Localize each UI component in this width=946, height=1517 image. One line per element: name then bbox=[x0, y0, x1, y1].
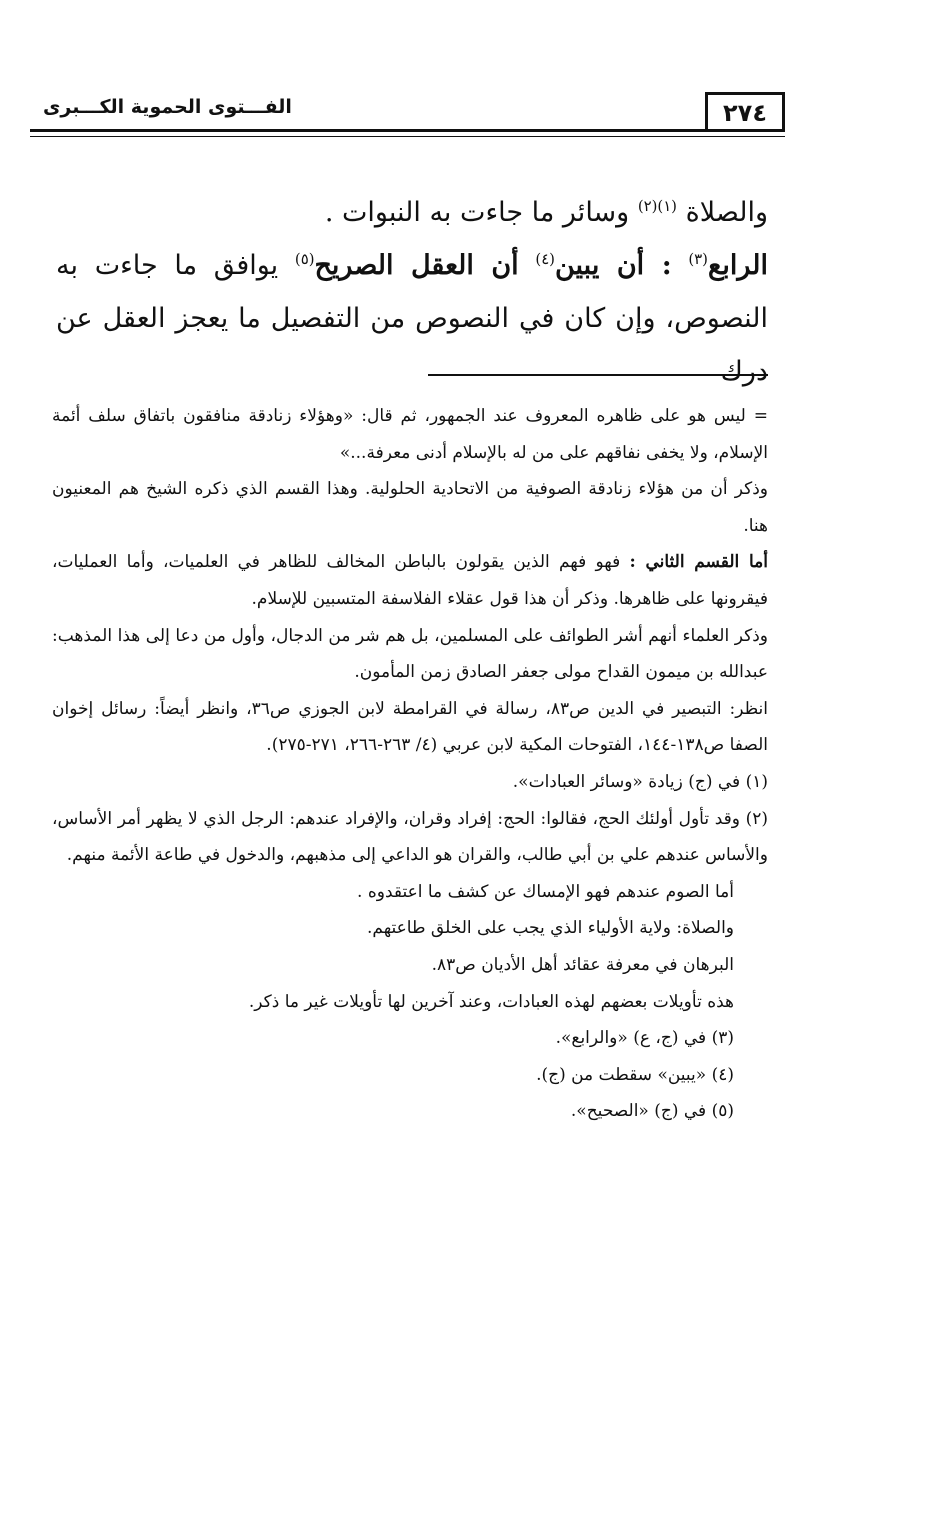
page-number: ٢٧٤ bbox=[705, 92, 785, 130]
main-line2-c: يوافق ما جاءت به النصوص، وإن كان في النصوص من التفصيل ما يعجز العقل عن درك bbox=[56, 250, 768, 387]
running-header bbox=[30, 92, 785, 132]
footnote-ref-4: (٤) bbox=[535, 250, 555, 268]
note-second-section-label: أما القسم الثاني : bbox=[629, 552, 769, 573]
main-line2-b: أن العقل الصريح bbox=[314, 250, 519, 281]
note-continuation-2: وذكر أن من هؤلاء زنادقة الصوفية من الاتحادية الحلولية. وهذا القسم الذي ذكره الشيخ هم المعنيون هنا. bbox=[52, 479, 768, 536]
main-paragraph-1 bbox=[56, 186, 768, 239]
footnote-ref-5: (٥) bbox=[294, 250, 315, 268]
main-line1-a: والصلاة bbox=[685, 197, 768, 228]
header-rule-thick bbox=[30, 129, 785, 132]
main-line1-b: وسائر ما جاءت به النبوات . bbox=[324, 197, 630, 228]
footnote-2-fasting: أما الصوم عندهم فهو الإمساك عن كشف ما اعتقدوه . bbox=[357, 881, 734, 902]
note-continuation-5: انظر: التبصير في الدين ص٨٣، رسالة في القرامطة لابن الجوزي ص٣٦، وانظر أيضاً: رسائل إخوان الصفا ص١٣٨-١٤٤، الفتوحات المكية لابن عربي (٤/ ٢٦٣-٢٦٦، ٢٧١-٢٧٥). bbox=[52, 698, 769, 756]
footnote-2-prayer: والصلاة: ولاية الأولياء الذي يجب على الخلق طاعتهم. bbox=[366, 918, 734, 939]
running-title: الفـــتوى الحموية الكـــبرى bbox=[43, 96, 292, 118]
header-rule-thin bbox=[30, 136, 785, 137]
footnote-ref-3: (٣) bbox=[688, 250, 708, 268]
footnote-1: (١) في (ج) زيادة «وسائر العبادات». bbox=[512, 771, 768, 792]
footnote-ref-1-2: (١)(٢) bbox=[637, 197, 677, 215]
note-continuation-4: وذكر العلماء أنهم أشر الطوائف على المسلمين، بل هم شر من الدجال، وأول من دعا إلى هذا المذهب: عبدالله بن ميمون القداح مولى جعفر الصادق زمن المأمون. bbox=[52, 625, 768, 683]
footnote-2-source: البرهان في معرفة عقائد أهل الأديان ص٨٣. bbox=[431, 954, 734, 975]
note-continuation-1: = ليس هو على ظاهره المعروف عند الجمهور، ثم قال: «وهؤلاء زنادقة منافقون باتفاق سلف أئمة الإسلام، ولا يخفى نفاقهم على من له بالإسلام أدنى معرفة...» bbox=[52, 406, 768, 463]
note-continuation-3 bbox=[52, 544, 768, 617]
footnote-4: (٤) «يبين» سقطت من (ج). bbox=[536, 1064, 734, 1085]
main-label-fourth: الرابع bbox=[707, 250, 768, 281]
main-text bbox=[56, 186, 768, 398]
note-continuation-3-text: فهو فهم الذين يقولون بالباطن المخالف للظاهر في العلميات، وأما العمليات، فيقرونها على ظاهرها. وذكر أن هذا قول عقلاء الفلاسفة المتسبين للإسلام. bbox=[52, 552, 768, 609]
footnote-5: (٥) في (ج) «الصحيح». bbox=[570, 1101, 734, 1122]
footnote-3: (٣) في (ج، ع) «والرابع». bbox=[555, 1028, 734, 1049]
main-line2-a: : أن يبين bbox=[554, 250, 672, 281]
footnotes bbox=[52, 398, 768, 1130]
footnote-separator bbox=[428, 374, 768, 376]
footnote-2-remark: هذه تأويلات بعضهم لهذه العبادات، وعند آخرين لها تأويلات غير ما ذكر. bbox=[248, 991, 734, 1012]
footnote-2: (٢) وقد تأول أولئك الحج، فقالوا: الحج: إفراد وقران، والإفراد عندهم: الرجل الذي لا يظهر أمر الأساس، والأساس عندهم علي بن أبي طالب، والقران هو الداعي إلى مذهبهم، والدخول في طاعة الأئمة منهم. bbox=[52, 808, 768, 866]
